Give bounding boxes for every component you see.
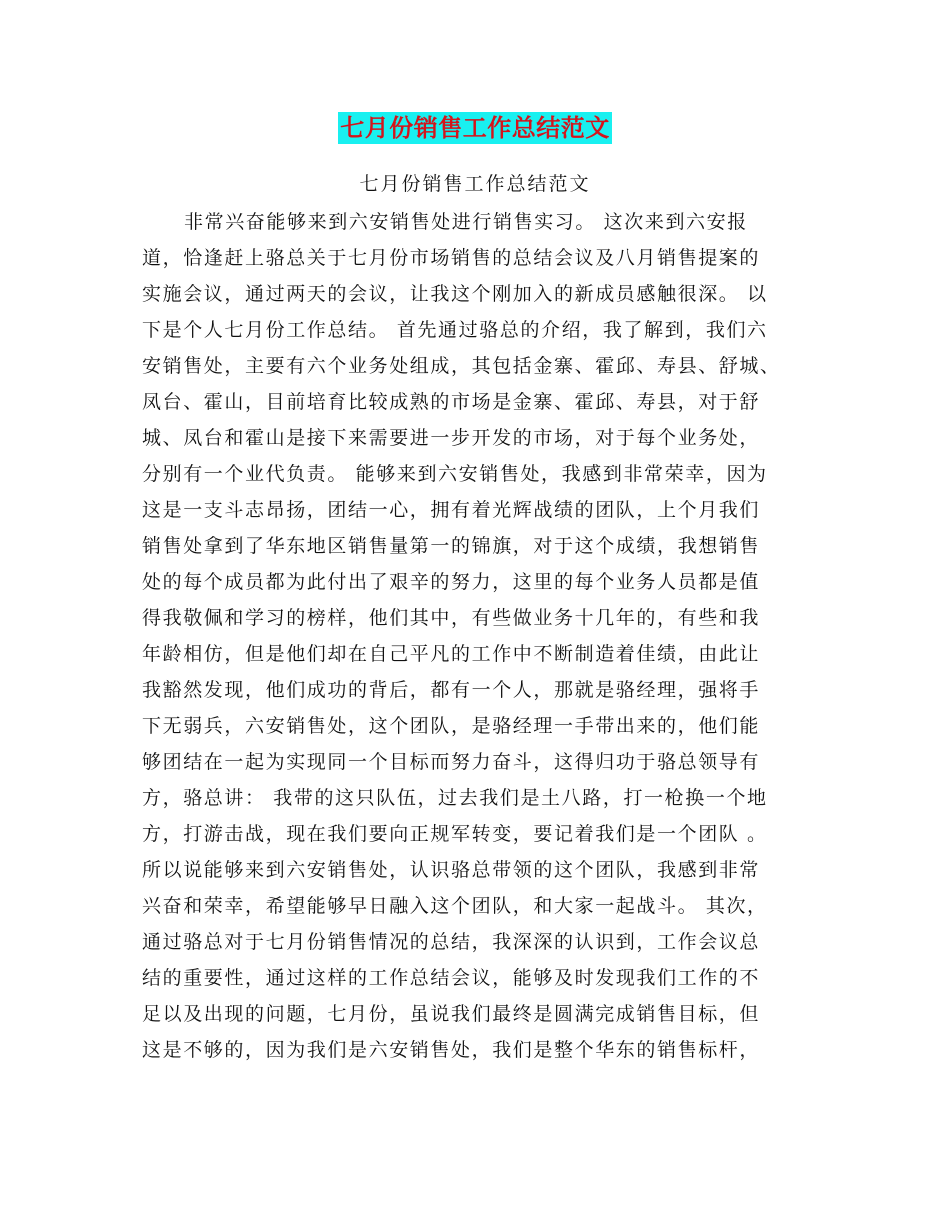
document-title: 七月份销售工作总结范文 <box>340 114 610 142</box>
body-line: 安销售处，主要有六个业务处组成，其包括金寨、霍邱、寿县、舒城、 <box>142 355 781 377</box>
body-line: 所以说能够来到六安销售处，认识骆总带领的这个团队，我感到非常 <box>142 859 761 881</box>
body-line: 通过骆总对于七月份销售情况的总结，我深深的认识到，工作会议总 <box>142 931 761 953</box>
body-line: 得我敬佩和学习的榜样，他们其中，有些做业务十几年的，有些和我 <box>142 607 761 629</box>
body-line: 年龄相仿，但是他们却在自己平凡的工作中不断制造着佳绩，由此让 <box>142 643 761 665</box>
body-line: 结的重要性，通过这样的工作总结会议，能够及时发现我们工作的不 <box>142 967 761 989</box>
body-line: 分别有一个业代负责。 能够来到六安销售处，我感到非常荣幸，因为 <box>142 463 768 485</box>
body-line: 足以及出现的问题，七月份，虽说我们最终是圆满完成销售目标，但 <box>142 1003 761 1025</box>
body-line: 道，恰逢赶上骆总关于七月份市场销售的总结会议及八月销售提案的 <box>142 247 761 269</box>
body-line: 这是一支斗志昂扬，团结一心，拥有着光辉战绩的团队，上个月我们 <box>142 499 761 521</box>
body-line: 城、凤台和霍山是接下来需要进一步开发的市场，对于每个业务处， <box>142 427 761 449</box>
title-area <box>0 112 950 144</box>
body-line: 兴奋和荣幸，希望能够早日融入这个团队，和大家一起战斗。 其次， <box>142 895 768 917</box>
body-line: 方，打游击战，现在我们要向正规军转变，要记着我们是一个团队 。 <box>142 823 768 845</box>
body-line: 下无弱兵，六安销售处，这个团队，是骆经理一手带出来的，他们能 <box>142 715 761 737</box>
body-line: 处的每个成员都为此付出了艰辛的努力，这里的每个业务人员都是值 <box>142 571 761 593</box>
document-body <box>142 204 814 1068</box>
body-line: 这是不够的，因为我们是六安销售处，我们是整个华东的销售标杆， <box>142 1039 761 1061</box>
body-line: 方，骆总讲： 我带的这只队伍，过去我们是土八路，打一枪换一个地 <box>142 787 768 809</box>
document-subtitle: 七月份销售工作总结范文 <box>359 173 591 195</box>
body-line: 实施会议，通过两天的会议，让我这个刚加入的新成员感触很深。 以 <box>142 283 768 305</box>
body-line: 凤台、霍山，目前培育比较成熟的市场是金寨、霍邱、寿县，对于舒 <box>142 391 761 413</box>
body-line: 非常兴奋能够来到六安销售处进行销售实习。 这次来到六安报 <box>184 211 748 233</box>
body-line: 我豁然发现，他们成功的背后，都有一个人，那就是骆经理，强将手 <box>142 679 761 701</box>
body-line: 销售处拿到了华东地区销售量第一的锦旗，对于这个成绩，我想销售 <box>142 535 761 557</box>
body-line: 下是个人七月份工作总结。 首先通过骆总的介绍，我了解到，我们六 <box>142 319 768 341</box>
body-line: 够团结在一起为实现同一个目标而努力奋斗，这得归功于骆总领导有 <box>142 751 761 773</box>
